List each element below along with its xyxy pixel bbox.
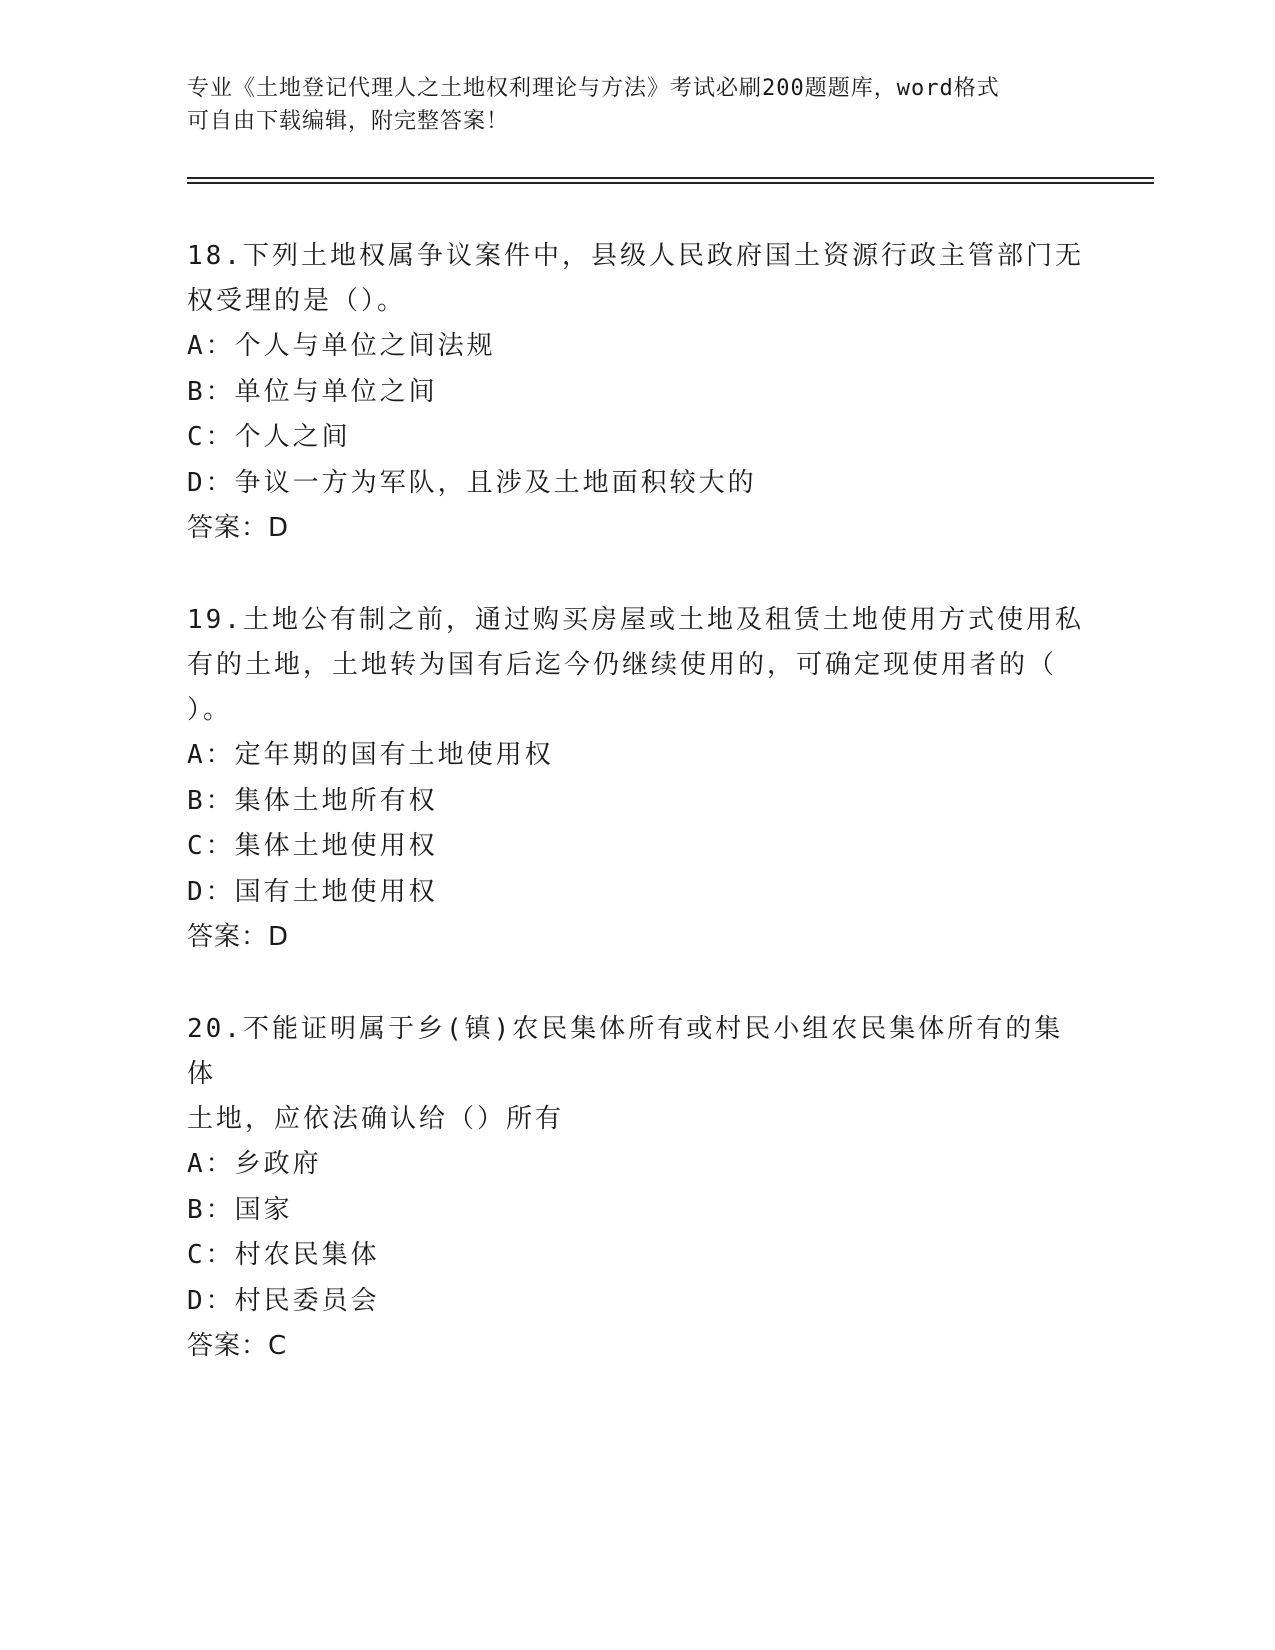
header-line-1: 专业《土地登记代理人之土地权利理论与方法》考试必刷200题题库，word格式 [187, 76, 1000, 101]
question-19 [187, 598, 1087, 961]
question-text-line: ）。 [187, 695, 233, 725]
option-a: A：个人与单位之间法规 [187, 331, 496, 361]
question-text-line: 20.不能证明属于乡(镇)农民集体所有或村民小组农民集体所有的集体 [187, 1014, 1064, 1089]
question-text-line: 19.土地公有制之前，通过购买房屋或土地及租赁土地使用方式使用私 [187, 605, 1084, 635]
header-line-2: 可自由下载编辑，附完整答案！ [187, 109, 510, 134]
header-divider-bottom [187, 182, 1154, 184]
option-b: B：单位与单位之间 [187, 376, 438, 407]
question-text-line: 有的土地，土地转为国有后迄今仍继续使用的，可确定现使用者的（ [187, 650, 1058, 680]
option-a: A：乡政府 [187, 1149, 322, 1179]
question-text-line: 土地，应依法确认给（）所有 [187, 1104, 565, 1134]
option-a: A：定年期的国有土地使用权 [187, 740, 554, 770]
option-c: C：集体土地使用权 [187, 831, 438, 861]
answer-label: 答案：D [187, 922, 290, 952]
option-d: D：争议一方为军队，且涉及土地面积较大的 [187, 467, 757, 498]
answer-label: 答案：C [187, 1331, 288, 1361]
option-b: B：国家 [187, 1194, 293, 1225]
document-header [187, 72, 1087, 138]
question-text-line: 18.下列土地权属争议案件中，县级人民政府国土资源行政主管部门无 [187, 241, 1084, 271]
question-18 [187, 234, 1087, 552]
option-c: C：个人之间 [187, 422, 351, 452]
question-text-line: 权受理的是（）。 [187, 286, 407, 316]
header-divider-top [187, 177, 1154, 179]
option-d: D：村民委员会 [187, 1285, 380, 1316]
option-c: C：村农民集体 [187, 1240, 380, 1270]
answer-label: 答案：D [187, 513, 290, 543]
question-20 [187, 1007, 1087, 1370]
option-b: B：集体土地所有权 [187, 785, 438, 816]
option-d: D：国有土地使用权 [187, 876, 438, 907]
